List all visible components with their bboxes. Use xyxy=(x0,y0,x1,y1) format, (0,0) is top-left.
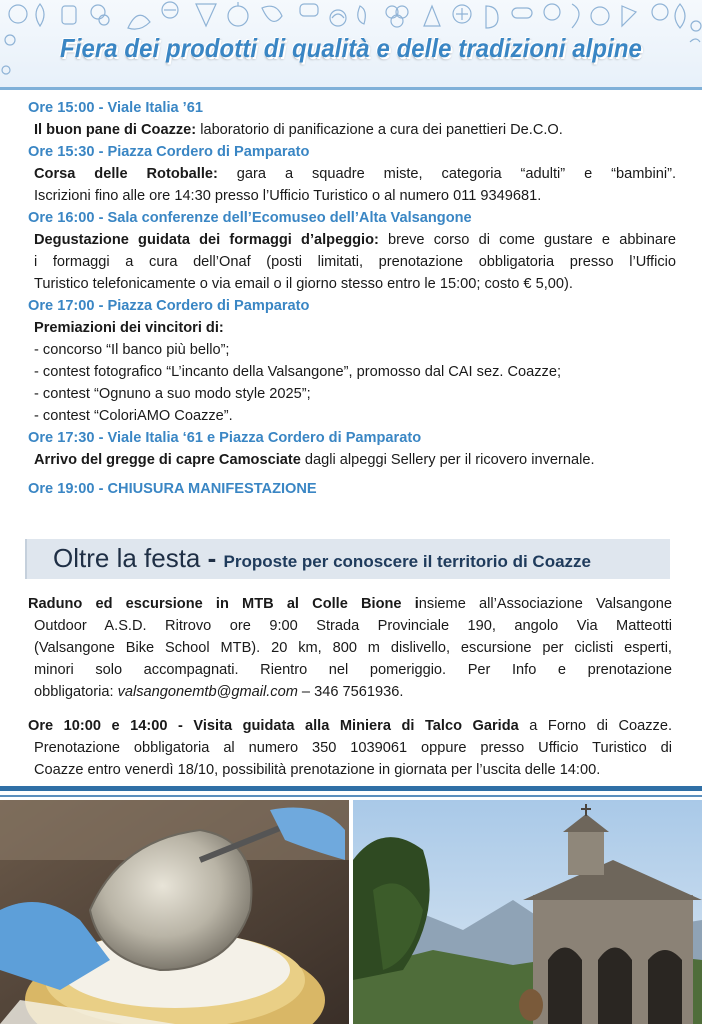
cheese-making-photo xyxy=(0,800,349,1024)
page-header xyxy=(0,0,702,90)
proposal-text: minori solo accompagnati. Rientro nel pomeriggio. Per Info e prenotazione xyxy=(34,662,672,678)
event-title: Premiazioni dei vincitori di: xyxy=(34,320,224,336)
event-time: Ore 16:00 - Sala conferenze dell’Ecomuseo dell’Alta Valsangone xyxy=(28,210,472,226)
proposal-description xyxy=(0,593,702,615)
territory-proposals xyxy=(0,593,702,781)
event-item xyxy=(0,141,702,207)
contact-phone: – 346 7561936. xyxy=(297,684,404,700)
event-description xyxy=(0,317,702,339)
event-description xyxy=(0,229,702,251)
proposal-title: Ore 10:00 e 14:00 - Visita guidata alla Miniera di Talco Garida xyxy=(28,718,519,734)
event-item xyxy=(0,427,702,471)
award-item: - contest “ColoriAMO Coazze”. xyxy=(34,408,233,424)
event-time: Ore 15:30 - Piazza Cordero di Pamparato xyxy=(28,144,310,160)
event-time: Ore 17:00 - Piazza Cordero di Pamparato xyxy=(28,298,310,314)
spacer xyxy=(0,471,702,478)
event-description xyxy=(0,119,702,141)
proposal-text: a Forno di Coazze. xyxy=(518,718,672,734)
section-subtitle: Proposte per conoscere il territorio di Coazze xyxy=(223,552,591,571)
event-text: gara a squadre miste, categoria “adulti” e “bambini”. xyxy=(217,166,677,182)
event-description xyxy=(0,449,702,471)
proposal-text: Prenotazione obbligatoria al numero 350 1039061 oppure presso Ufficio Turistico di xyxy=(34,740,672,756)
proposal-text: Coazze entro venerdì 18/10, possibilità prenotazione in giornata per l’uscita delle 14:00. xyxy=(34,762,601,778)
event-program xyxy=(0,97,702,500)
footer-divider-thin xyxy=(0,795,702,797)
event-closing: Ore 19:00 - CHIUSURA MANIFESTAZIONE xyxy=(28,481,317,497)
mtb-proposal xyxy=(0,593,702,703)
event-item xyxy=(0,97,702,141)
event-text: Iscrizioni fino alle ore 14:30 presso l’Ufficio Turistico o al numero 011 9349681. xyxy=(34,188,542,204)
section-heading xyxy=(53,542,591,578)
event-title: Arrivo del gregge di capre Camosciate xyxy=(34,452,301,468)
proposal-text: nsieme all’Associazione Valsangone xyxy=(418,596,672,612)
section-separator: - xyxy=(200,543,224,573)
spacer xyxy=(0,703,702,715)
proposal-contact xyxy=(0,681,702,703)
event-time: Ore 17:30 - Viale Italia ‘61 e Piazza Cordero di Pamparato xyxy=(28,430,422,446)
proposal-description xyxy=(0,715,702,737)
proposal-text: obbligatoria: xyxy=(34,684,118,700)
alpine-chapel-photo xyxy=(353,800,702,1024)
award-item: - concorso “Il banco più bello”; xyxy=(34,342,230,358)
page-title: Fiera dei prodotti di qualità e delle tradizioni alpine xyxy=(60,33,642,63)
footer-divider xyxy=(0,786,702,791)
section-title: Oltre la festa xyxy=(53,543,201,573)
event-text: breve corso di come gustare e abbinare xyxy=(378,232,676,248)
event-text: Turistico telefonicamente o via email o il giorno stesso entro le 15:00; costo € 5,00). xyxy=(34,276,573,292)
event-item xyxy=(0,478,702,500)
proposal-title-letter: i xyxy=(401,596,419,612)
event-text: i formaggi a cura dell’Onaf (posti limitati, prenotazione obbligatoria presso l’Ufficio xyxy=(34,254,676,270)
event-title: Il buon pane di Coazze: xyxy=(34,122,197,138)
event-title: Degustazione guidata dei formaggi d’alpeggio: xyxy=(34,232,379,248)
proposal-text: Outdoor A.S.D. Ritrovo ore 9:00 Strada Provinciale 190, angolo Via Matteotti xyxy=(34,618,672,634)
event-text: laboratorio di panificazione a cura dei panettieri De.C.O. xyxy=(196,122,563,138)
event-time: Ore 15:00 - Viale Italia ’61 xyxy=(28,100,203,116)
event-title: Corsa delle Rotoballe: xyxy=(34,166,218,182)
proposal-title: Raduno ed escursione in MTB al Colle Bione xyxy=(28,596,402,612)
award-item: - contest “Ognuno a suo modo style 2025”; xyxy=(34,386,311,402)
section-banner xyxy=(25,539,670,579)
proposal-text: (Valsangone Bike School MTB). 20 km, 800 m dislivello, escursione per ciclisti esperti, xyxy=(34,640,672,656)
event-text: dagli alpeggi Sellery per il ricovero invernale. xyxy=(300,452,595,468)
award-item: - contest fotografico “L’incanto della Valsangone”, promosso dal CAI sez. Coazze; xyxy=(34,364,562,380)
mine-proposal xyxy=(0,715,702,781)
contact-email[interactable]: valsangonemtb@gmail.com xyxy=(117,684,298,700)
event-description xyxy=(0,163,702,185)
event-item xyxy=(0,207,702,295)
event-item xyxy=(0,295,702,427)
header-divider xyxy=(0,87,702,90)
